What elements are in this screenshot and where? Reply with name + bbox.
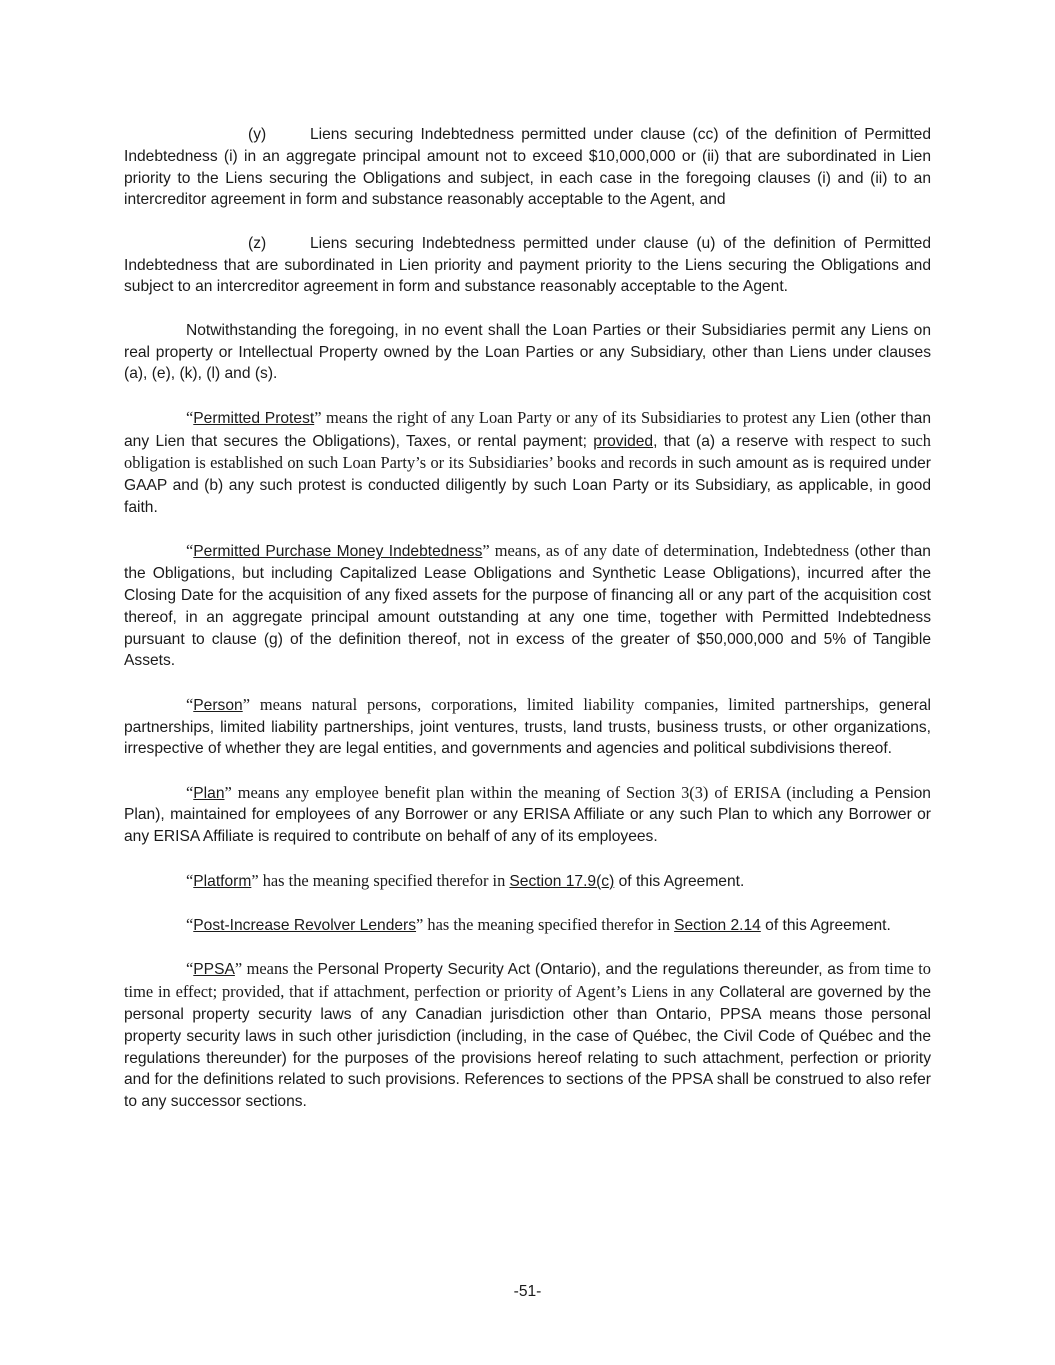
definition-lead: ” means the (234, 959, 318, 979)
definition-text: (other than any Lien that secures the Obligations), Taxes, or rental payment; (124, 409, 931, 450)
definition-text: of this Agreement. (760, 917, 891, 935)
definition-lead: ” means the right of any Loan Party or any of its Subsidiaries to protest any Lien (314, 407, 851, 427)
notwithstanding-paragraph: Notwithstanding the foregoing, in no event shall the Loan Parties or their Subsidiaries permit any Liens on real property or Intellectual Property owned by the Loan Parties or any Subsidiary, other than Liens under clauses (a), (e), (k), (l) and (s). (124, 321, 931, 383)
definition-lead: ” has the meaning specified therefor in (251, 870, 510, 890)
defined-term: Person (193, 696, 243, 714)
definition-text: general partnerships, limited liability partnerships, joint ventures, trusts, land trusts, business trusts, or other organizations, irrespective of whether they are legal entities, and governments and agencies and political subdivisions thereof. (124, 696, 931, 758)
section-reference: Section 2.14 (674, 917, 761, 935)
clause-label: (z) (248, 234, 267, 252)
defined-term: Post-Increase Revolver Lenders (193, 917, 417, 935)
clause-text: Liens securing Indebtedness permitted under clause (u) of the definition of Permitted Indebtedness that are subordinated in Lien priority and payment priority to the Liens securing the Obligations and subject to an intercreditor agreement in form and substance reasonably acceptable to the Agent. (124, 234, 931, 296)
definition-text: of this Agreement. (614, 872, 745, 890)
definition-permitted-protest: “Permitted Protest” means the right of any Loan Party or any of its Subsidiaries to protest any Lien (other than any Lien that secures the Obligations), Taxes, or rental payment; provided, that (a) a reserve with respect to such obligation is established on such Loan Party’s or its Subsidiaries’ books and records in such amount as is required under GAAP and (b) any such protest is conducted diligently by such Loan Party or its Subsidiary, as applicable, in good faith. (124, 407, 931, 516)
definition-ppsa: “PPSA” means the Personal Property Security Act (Ontario), and the regulations thereunder, as from time to time in effect; provided, that if attachment, perfection or priority of Agent’s Liens in any Collateral are governed by the personal property security laws of any Canadian jurisdiction other than Ontario, PPSA means those personal property security laws in such other jurisdiction (including, in the case of Québec, the Civil Code of Québec and the regulations thereunder) for the purposes of the provisions hereof relating to such attachment, perfection or priority and for the definitions related to such provisions. References to sections of the PPSA shall be construed to also refer to any successor sections. (124, 959, 932, 1111)
definition-lead: ” means any employee benefit plan within the meaning of Section 3(3) of ERISA (including (224, 782, 854, 802)
proviso-term: provided (593, 432, 654, 450)
definition-plan: “Plan” means any employee benefit plan within the meaning of Section 3(3) of ERISA (including a Pension Plan), maintained for employees of any Borrower or any ERISA Affiliate or any such Plan to which any Borrower or any ERISA Affiliate is required to contribute on behalf of any of its employees. (124, 782, 931, 846)
document-body (124, 124, 931, 1135)
defined-term: Permitted Purchase Money Indebtedness (193, 543, 483, 561)
definition-permitted-purchase-money-indebtedness: “Permitted Purchase Money Indebtedness” means, as of any date of determination, Indebtedness (other than the Obligations, but including Capitalized Lease Obligations and Synthetic Lease Obligations), incurred after the Closing Date for the acquisition of any fixed assets for the purpose of financing all or any part of the acquisition cost thereof, in an aggregate principal amount outstanding at any one time, together with Permitted Indebtedness pursuant to clause (g) of the definition thereof, not in excess of the greater of $50,000,000 and 5% of Tangible Assets. (124, 541, 931, 670)
definition-text: Personal Property Security Act (Ontario), and the regulations thereunder, as (317, 961, 844, 979)
definition-person: “Person” means natural persons, corporations, limited liability companies, limited partnerships, general partnerships, limited liability partnerships, joint ventures, trusts, land trusts, business trusts, or other organizations, irrespective of whether they are legal entities, and governments and agencies and political subdivisions thereof. (124, 694, 931, 758)
definition-text: with respect to such obligation is established on such Loan Party’s or its Subsidiaries’ books and records (124, 430, 931, 473)
defined-term: Plan (193, 784, 225, 802)
defined-term: Platform (193, 872, 252, 890)
page-number: -51- (513, 1283, 542, 1300)
definition-lead: ” means, as of any date of determination, Indebtedness (482, 541, 850, 561)
definition-text: , that (a) a reserve (653, 432, 789, 450)
definition-post-increase-revolver-lenders: “Post-Increase Revolver Lenders” has the meaning specified therefor in Section 2.14 of this Agreement. (186, 915, 891, 935)
defined-term: PPSA (193, 961, 235, 979)
clause-text: Liens securing Indebtedness permitted under clause (cc) of the definition of Permitted Indebtedness (i) in an aggregate principal amount not to exceed $10,000,000 or (ii) that are subordinated in Lien priority to the Liens securing the Obligations and subject, in each case in the foregoing clauses (i) and (ii) to an intercreditor agreement in form and substance reasonably acceptable to the Agent, and (124, 126, 931, 209)
definition-text: Collateral are governed by the personal property security laws of any Canadian jurisdiction other than Ontario, PPSA means those personal property security laws in such other jurisdiction (including, in the case of Québec, the Civil Code of Québec and the regulations thereunder) for the purposes of the provisions hereof relating to such attachment, perfection or priority and for the definitions related to such provisions. References to sections of the PPSA shall be construed to also refer to any successor sections. (124, 984, 931, 1111)
section-reference: Section 17.9(c) (509, 872, 615, 890)
definition-lead: ” means natural persons, corporations, limited liability companies, limited partnerships, (242, 694, 869, 714)
definition-platform: “Platform” has the meaning specified therefor in Section 17.9(c) of this Agreement. (186, 870, 745, 890)
definition-text: a Pension Plan), maintained for employees of any Borrower or any ERISA Affiliate or any such Plan to which any Borrower or any ERISA Affiliate is required to contribute on behalf of any of its employees. (124, 784, 931, 846)
definition-text: (other than the Obligations, but including Capitalized Lease Obligations and Synthetic Lease Obligations), incurred after the Closing Date for the acquisition of any fixed assets for the purpose of financing all or any part of the acquisition cost thereof, in an aggregate principal amount outstanding at any one time, together with Permitted Indebtedness pursuant to clause (g) of the definition thereof, not in excess of the greater of $50,000,000 and 5% of Tangible Assets. (124, 543, 931, 670)
definition-text: in such amount as is required under GAAP and (b) any such protest is conducted diligently by such Loan Party or its Subsidiary, as applicable, in good faith. (124, 455, 931, 516)
definition-text: from time to time in effect; provided, that if attachment, perfection or priority of Agent’s Liens in any (124, 959, 932, 1002)
clause-y (124, 124, 931, 211)
definition-lead: ” has the meaning specified therefor in (416, 915, 675, 935)
defined-term: Permitted Protest (193, 409, 315, 427)
clause-label: (y) (248, 126, 267, 143)
clause-z (124, 233, 931, 298)
